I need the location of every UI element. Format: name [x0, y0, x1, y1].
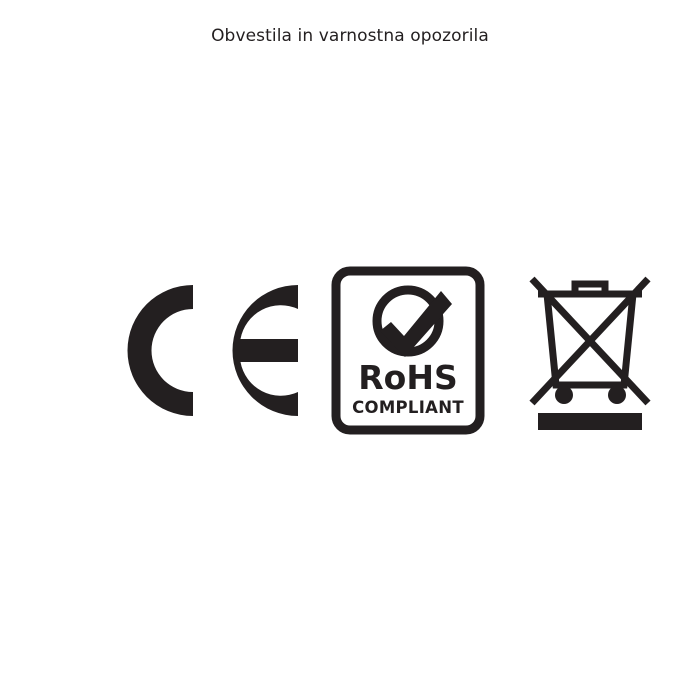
weee-mark — [520, 263, 660, 438]
ce-marking-icon — [120, 263, 320, 438]
rohs-compliant-icon — [328, 263, 488, 438]
ce-mark — [120, 263, 320, 438]
rohs-mark — [328, 263, 488, 438]
weee-crossed-out-wheelie-bin-icon — [520, 263, 660, 438]
rohs-label: RoHS — [358, 357, 458, 397]
page-title: Obvestila in varnostna opozorila — [211, 26, 489, 46]
rohs-compliant-label: COMPLIANT — [352, 397, 464, 417]
compliance-marks-row — [0, 255, 700, 445]
